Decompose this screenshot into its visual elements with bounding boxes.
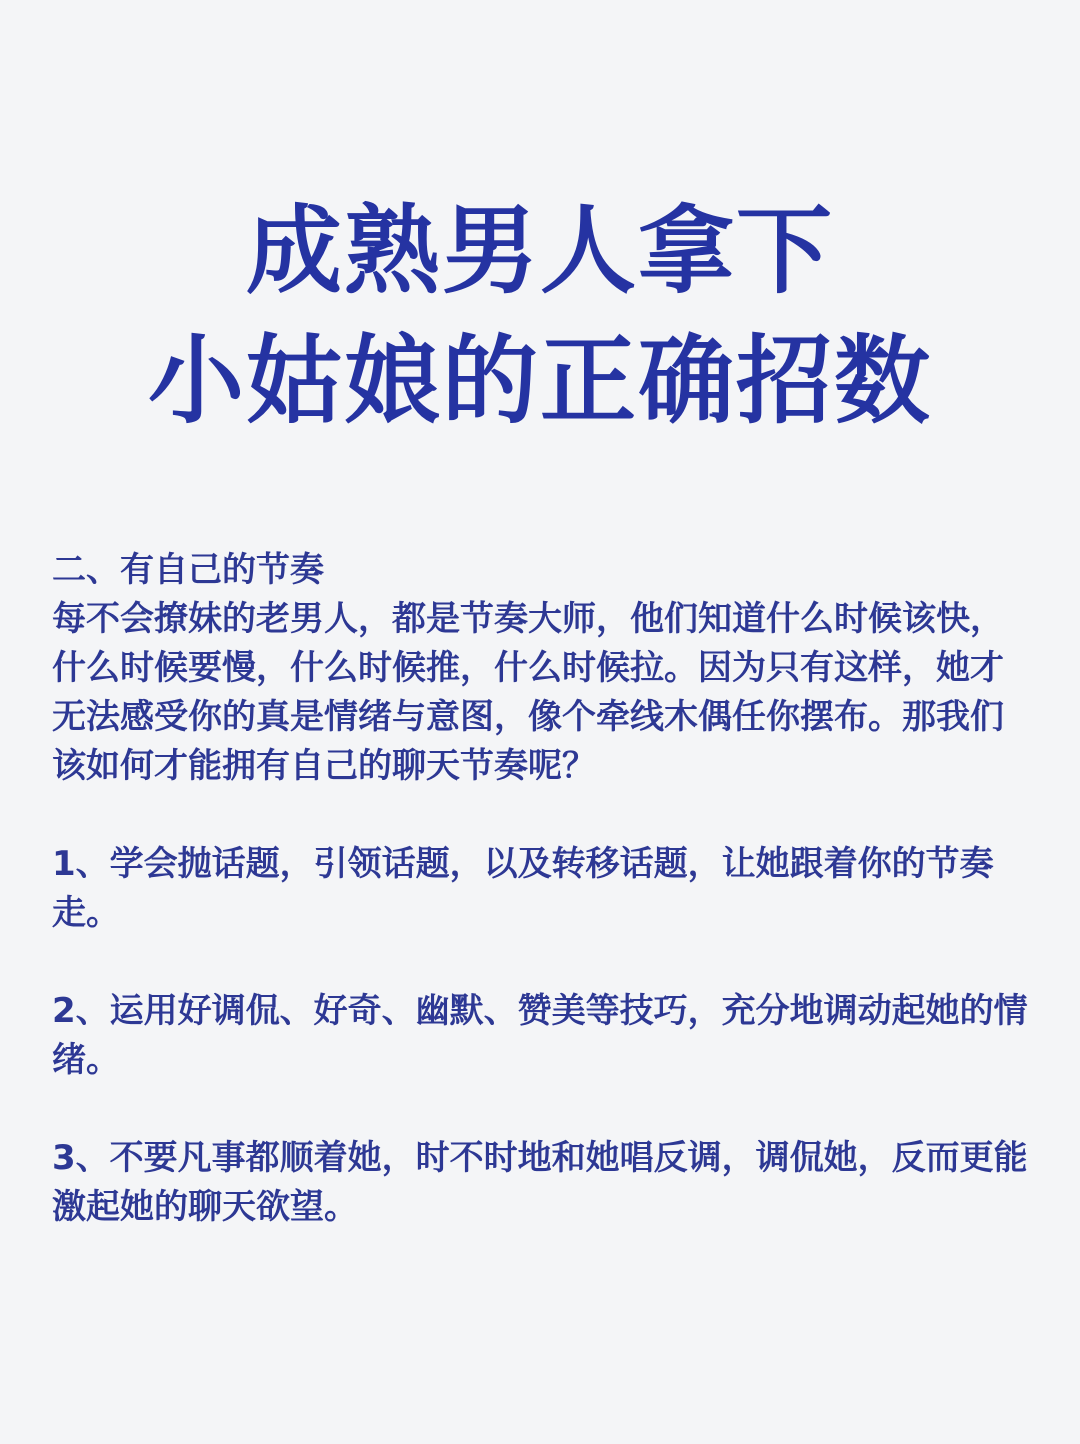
title-line-1: 成熟男人拿下 <box>246 195 834 307</box>
article-body <box>52 546 1032 1232</box>
list-item-3: 3、不要凡事都顺着她，时不时地和她唱反调，调侃她，反而更能激起她的聊天欲望。 <box>52 1138 1028 1227</box>
section-block <box>52 546 1032 791</box>
spacer <box>52 791 1032 840</box>
page-title <box>0 186 1080 446</box>
section-intro: 每不会撩妹的老男人，都是节奏大师，他们知道什么时候该快，什么时候要慢，什么时候推，什么时候拉。因为只有这样，她才无法感受你的真是情绪与意图，像个牵线木偶任你摆布。那我们该如何才能拥有自己的聊天节奏呢？ <box>52 599 1004 786</box>
section-heading: 二、有自己的节奏 <box>52 550 324 590</box>
title-line-2: 小姑娘的正确招数 <box>148 325 932 437</box>
list-item-2: 2、运用好调侃、好奇、幽默、赞美等技巧，充分地调动起她的情绪。 <box>52 991 1028 1080</box>
list-item-1: 1、学会抛话题，引领话题，以及转移话题，让她跟着你的节奏走。 <box>52 844 994 933</box>
spacer <box>52 1085 1032 1134</box>
spacer <box>52 938 1032 987</box>
